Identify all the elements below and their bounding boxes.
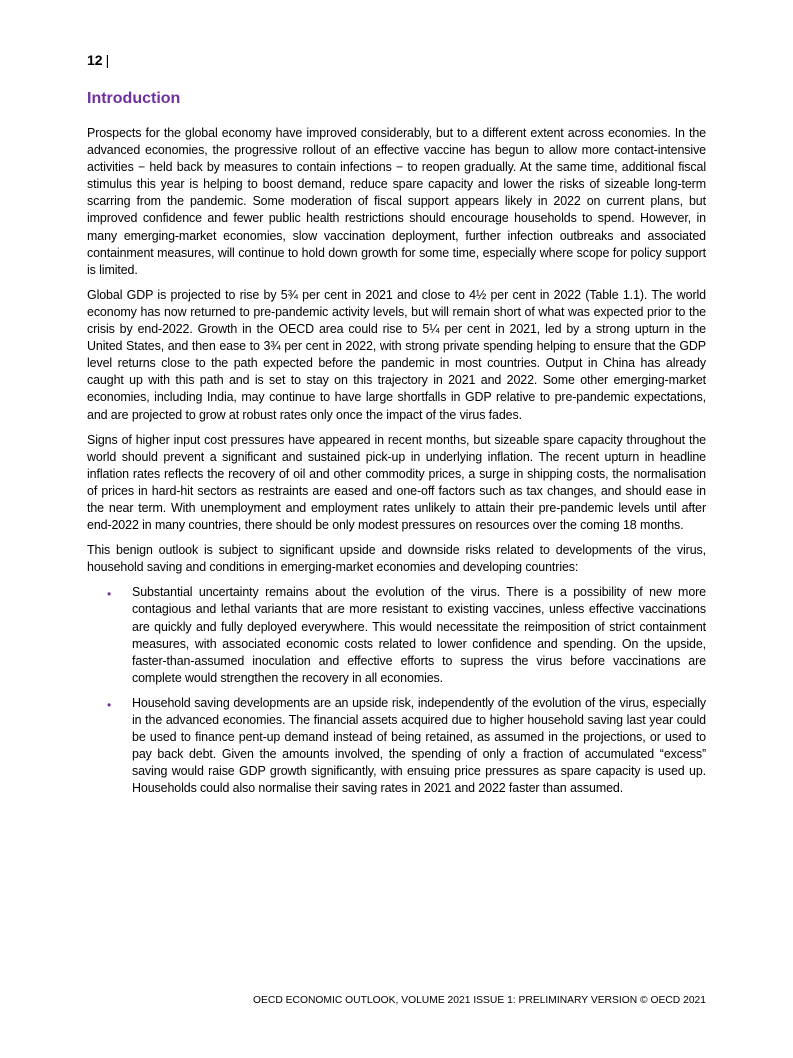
paragraph-global-gdp: Global GDP is projected to rise by 5¾ per cent in 2021 and close to 4½ per cent in 2022 (Table 1.1). The world economy has now returned to pre-pandemic activity levels, but will remain short of what was expected prior to the crisis by end-2022. Growth in the OECD area could rise to 5¼ per cent in 2021, led by a strong upturn in the United States, and then ease to 3¾ per cent in 2022, with strong private spending helping to ensure that the GDP level returns close to the path expected before the pandemic in most countries. Output in China has already caught up with this path and is set to stay on this trajectory in 2021 and 2022. Some other emerging-market economies, including India, may continue to have large shortfalls in GDP relative to pre-pandemic expectations, and are projected to grow at robust rates only once the impact of the virus fades. bbox=[87, 287, 706, 422]
bullet-dot-icon: • bbox=[107, 697, 112, 712]
body-content bbox=[87, 125, 706, 805]
section-title: Introduction bbox=[87, 90, 181, 107]
document-page bbox=[87, 0, 706, 1058]
risk-bullet-virus bbox=[87, 584, 706, 687]
page-number: 12 bbox=[87, 52, 103, 68]
paragraph-risks-intro: This benign outlook is subject to significant upside and downside risks related to developments of the virus, household saving and conditions in emerging-market economies and developing countries: bbox=[87, 543, 706, 575]
bullet-text-virus: Substantial uncertainty remains about the evolution of the virus. There is a possibility of new more contagious and lethal variants that are more resistant to existing vaccines, unless effective vaccinations are quickly and fully deployed everywhere. This would necessitate the reimposition of strict containment measures, with associated economic costs related to lower confidence and spending. On the upside, faster-than-assumed inoculation and effective efforts to supress the virus before vaccinations are complete would strengthen the recovery in all economies. bbox=[132, 585, 706, 685]
paragraph-inflation: Signs of higher input cost pressures have appeared in recent months, but sizeable spare capacity throughout the world should prevent a significant and sustained pick-up in underlying inflation. The recent upturn in headline inflation rates reflects the recovery of oil and other commodity prices, a surge in shipping costs, the normalisation of prices in hard-hit sectors as restraints are eased and one-off factors such as tax changes, and should ease in the near term. With unemployment and employment rates unlikely to attain their pre-pandemic levels until after end-2022 in many countries, there should be only modest pressures on resources over the coming 18 months. bbox=[87, 432, 706, 533]
risk-bullet-list bbox=[87, 584, 706, 797]
page-number-header bbox=[87, 51, 109, 69]
paragraph-prospects: Prospects for the global economy have improved considerably, but to a different extent across economies. In the advanced economies, the progressive rollout of an effective vaccine has begun to allow more contact-intensive activities − held back by measures to contain infections − to reopen gradually. At the same time, additional fiscal stimulus this year is helping to boost demand, reduce spare capacity and lower the risks of sizeable long-term scarring from the pandemic. Some moderation of fiscal support appears likely in 2022 on current plans, but improved confidence and fewer public health restrictions should encourage households to spend. However, in many emerging-market economies, slow vaccination deployment, further infection outbreaks and associated containment measures, will continue to hold down growth for some time, especially where scope for policy support is limited. bbox=[87, 126, 706, 277]
bullet-text-household-saving: Household saving developments are an upside risk, independently of the evolution of the virus, especially in the advanced economies. The financial assets acquired due to higher household saving last year could be used to finance pent-up demand instead of being retained, as assumed in the projections, or used to pay back debt. Given the amounts involved, the spending of only a fraction of accumulated “excess” saving would raise GDP growth significantly, with ensuing price pressures as spare capacity is used up. Households could also normalise their saving rates in 2021 and 2022 faster than assumed. bbox=[132, 695, 706, 796]
bullet-dot-icon: • bbox=[107, 587, 112, 602]
page-footer: OECD ECONOMIC OUTLOOK, VOLUME 2021 ISSUE 1: PRELIMINARY VERSION © OECD 2021 bbox=[253, 995, 706, 1006]
risk-bullet-household-saving bbox=[87, 695, 706, 798]
page-number-separator: | bbox=[105, 52, 110, 68]
